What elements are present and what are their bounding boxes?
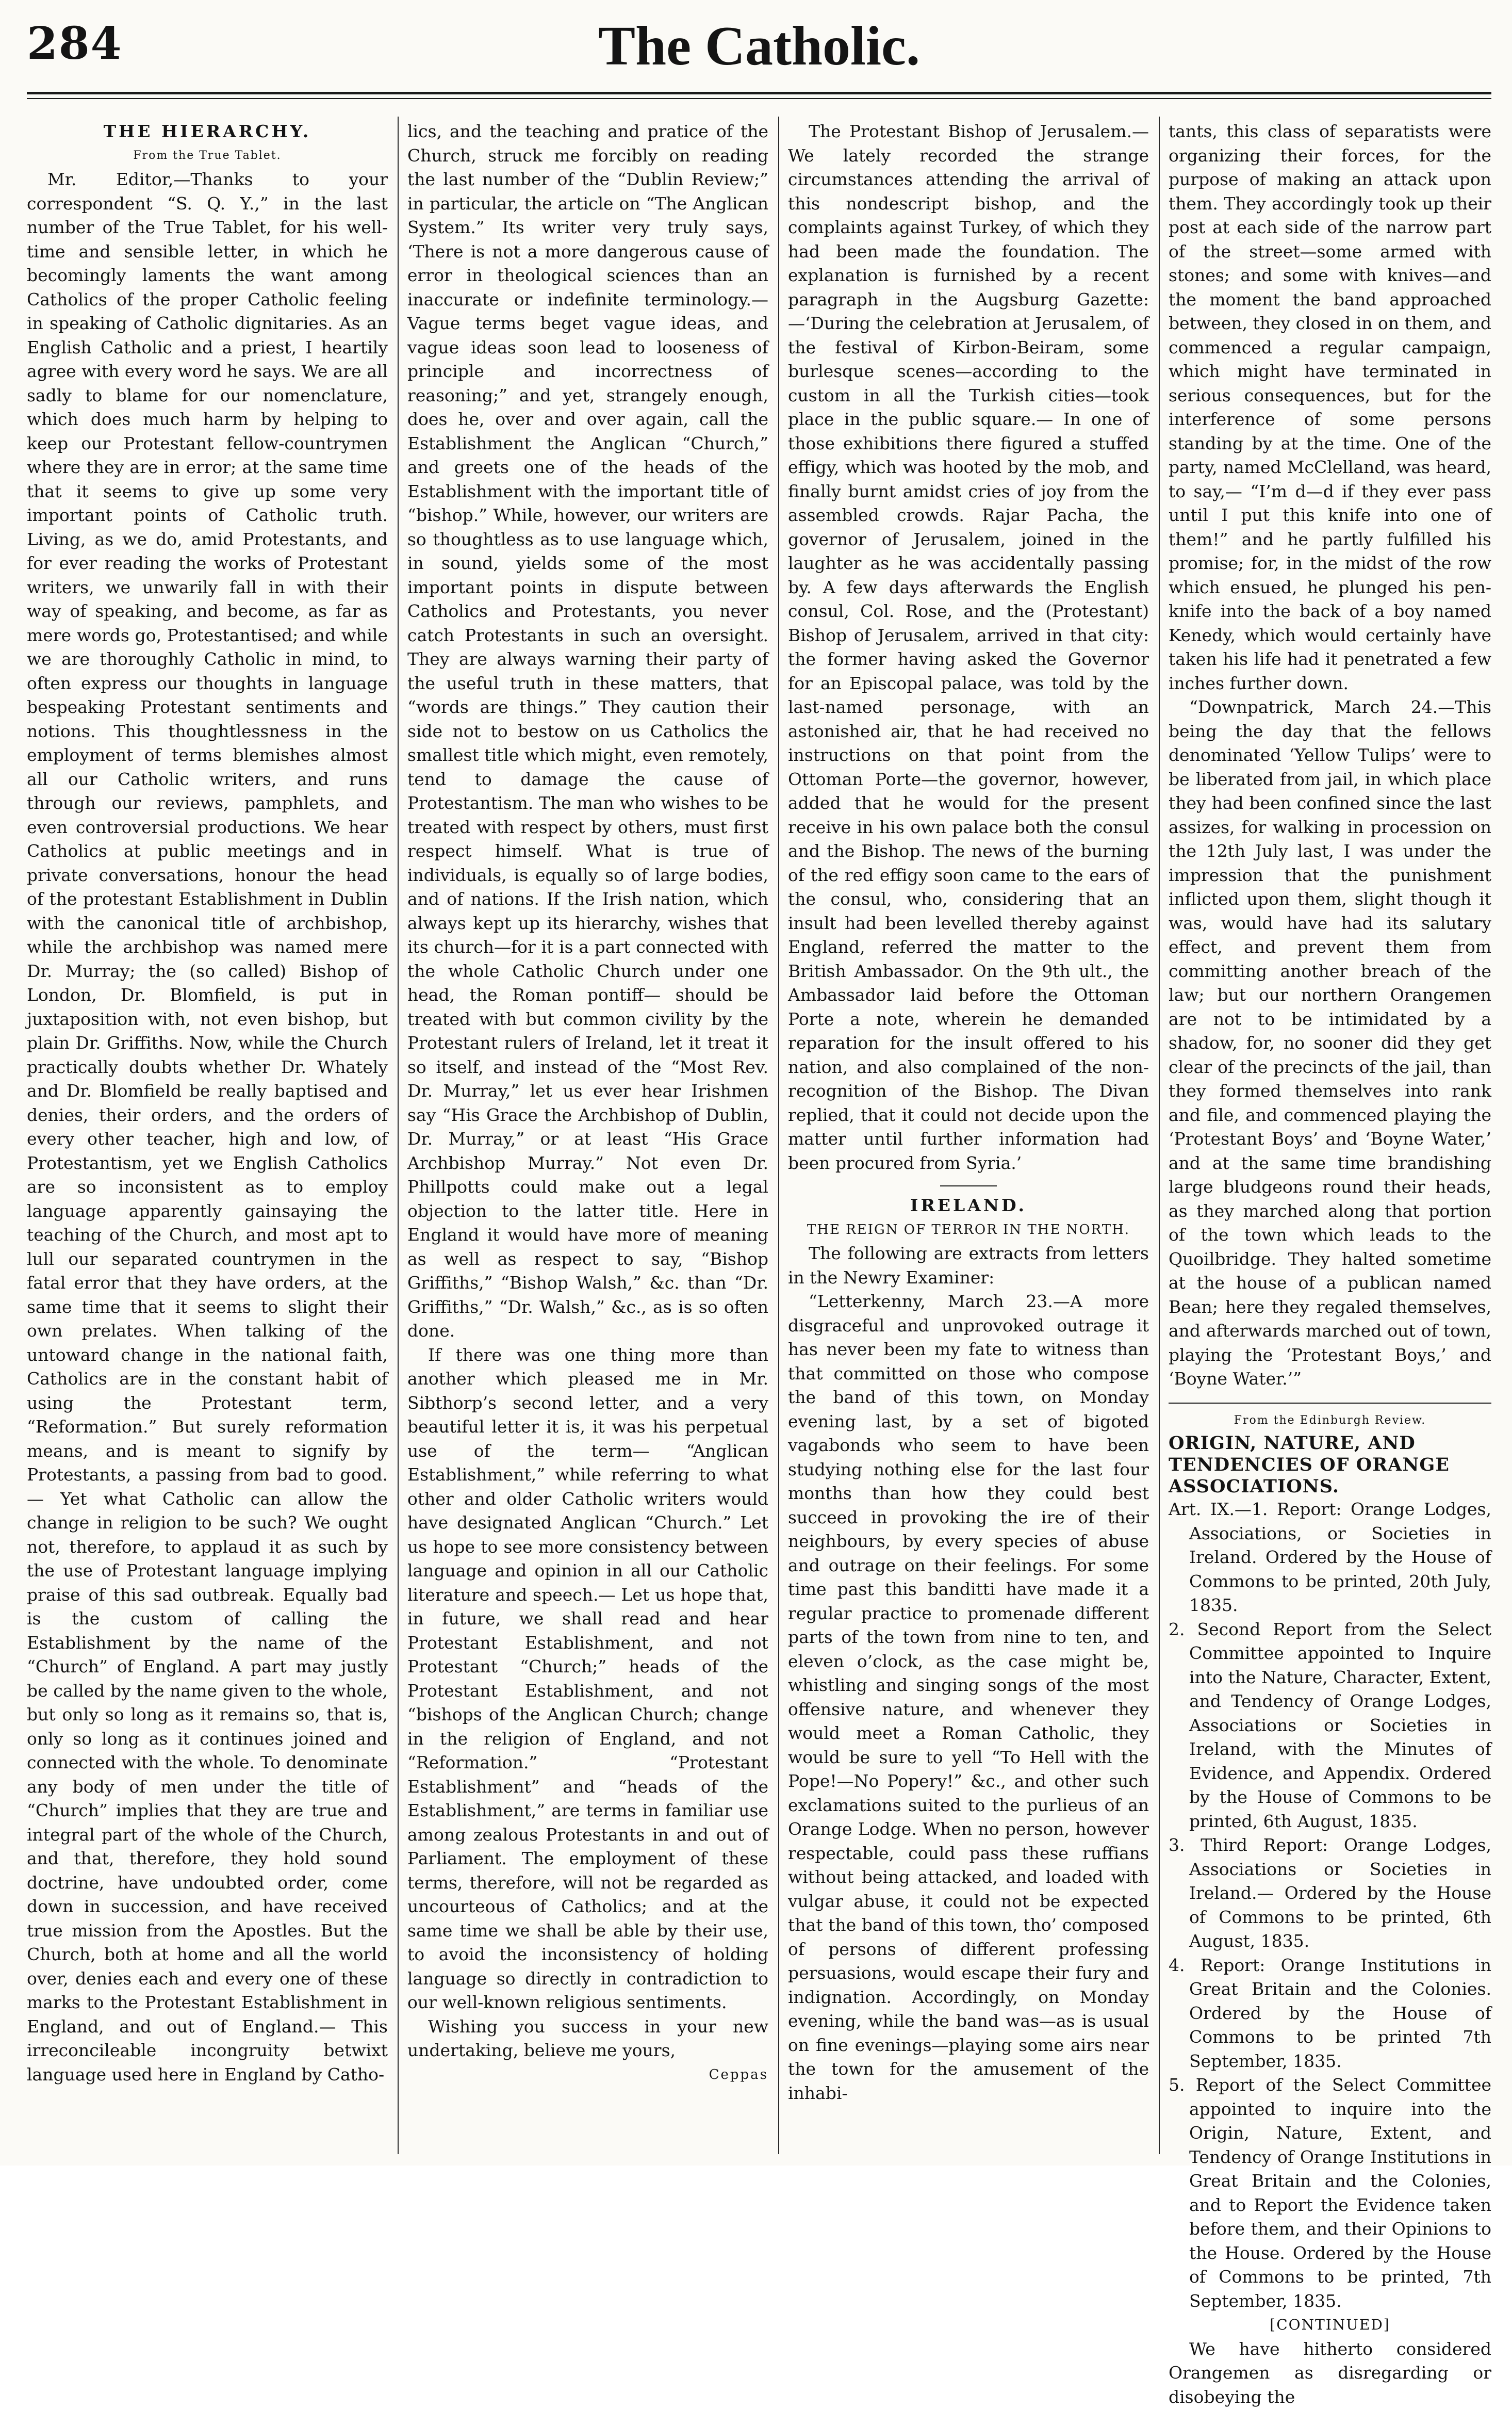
page-header xyxy=(27,14,1491,92)
header-rule-thick xyxy=(27,92,1491,94)
section-divider xyxy=(940,1185,997,1186)
column-divider xyxy=(778,117,779,2154)
report-list-item: Art. IX.—1. Report: Orange Lodges, Associations, or Societies in Ireland. Ordered by the House of Commons to be printed, 20th July, 1835. xyxy=(1169,1498,1491,1618)
article-paragraph: tants, this class of separatists were organizing their forces, for the purpose of making an attack upon them. They accordingly took up their post at each side of the narrow part of the street—some armed with stones; and some with knives—and the moment the band approached between, they closed in on them, and commenced a regular campaign, which might have terminated in serious consequences, but for the interference of some persons standing by at the time. One of the party, named McClelland, was heard, to say,— “I’m d—d if they ever pass until I put this knife into one of them!” and he partly fulfilled his promise; for, in the midst of the row which ensued, he plunged his pen-knife into the back of a boy named Kenedy, which would certainly have taken his life had it penetrated a few inches further down. xyxy=(1169,120,1491,695)
continued-marker: [CONTINUED] xyxy=(1169,2313,1491,2337)
article-paragraph: The following are extracts from letters in the Newry Examiner: xyxy=(788,1242,1149,1290)
column-3 xyxy=(788,120,1149,2147)
article-paragraph: “Downpatrick, March 24.—This being the day that the fellows denominated ‘Yellow Tulips’ were to be liberated from jail, in which place they had been confined since the last assizes, for walking in procession on the 12th July last, I was under the impression that the punishment inflicted upon them, slight though it was, would have had its salutary effect, and prevent them from committing another breach of the law; but our northern Orangemen are not to be intimidated by a shadow, for, no sooner did they get clear of the precincts of the jail, than they formed themselves into rank and file, and commenced playing the ‘Protestant Boys’ and ‘Boyne Water,’ and at the same time brandishing large bludgeons round their heads, as they marched along that portion of the town which leads to the Quoilbridge. They halted sometime at the house of a publican named Bean; here they regaled themselves, and afterwards marched out of town, playing the ‘Protestant Boys,’ and ‘Boyne Water.’” xyxy=(1169,695,1491,1391)
article-paragraph: If there was one thing more than another which pleased me in Mr. Sibthorp’s second letter, and a very beautiful letter it is, it was his perpetual use of the term— “Anglican Establishment,” while referring to what other and older Catholic writers would have designated Anglican “Church.” Let us hope to see more consistency between language and opinion in all our Catholic literature and speech.— Let us hope that, in future, we shall read and hear Protestant Establishment, and not Protestant “Church;” heads of the Protestant Establishment, and not “bishops of the Anglican Church; change in the religion of England, and not “Reformation.” “Protestant Establishment” and “heads of the Establishment,” are terms in familiar use among zealous Protestants in and out of Parliament. The employment of these terms, therefore, will not be regarded as uncourteous of Catholics; and at the same time we shall be able by their use, to avoid the inconsistency of holding language so directly in contradiction to our well-known religious sentiments. xyxy=(407,1343,768,2015)
header-rule-thin xyxy=(27,98,1491,99)
article-source: From the Edinburgh Review. xyxy=(1169,1409,1491,1433)
article-paragraph: Wishing you success in your new undertaking, believe me yours, xyxy=(407,2015,768,2063)
article-paragraph: “Letterkenny, March 23.—A more disgraceful and unprovoked outrage it has never been my fate to witness than that committed on those who compose the band of this town, on Monday evening last, by a set of bigoted vagabonds who seem to have been studying nothing else for the last four months than how they could best succeed in provoking the ire of their neighbours, by every species of abuse and outrage on their feelings. For some time past this banditti have made it a regular practice to promenade different parts of the town from nine to ten, and eleven o’clock, as the case might be, whistling and singing songs of the most offensive nature, and whenever they would meet a Roman Catholic, they would be sure to yell “To Hell with the Pope!—No Popery!” &c., and other such exclamations suited to the purlieus of an Orange Lodge. When no person, however respectable, could pass these ruffians without being attacked, and loaded with vulgar abuse, it could not be expected that the band of this town, tho’ composed of persons of different professing persuasions, would escape their fury and indignation. Accordingly, on Monday evening, while the band was—as is usual on fine evenings—playing some airs near the town for the amusement of the inhabi- xyxy=(788,1290,1149,2105)
report-list-item: 3. Third Report: Orange Lodges, Associations or Societies in Ireland.— Ordered by the House of Commons to be printed, 6th August, 1835. xyxy=(1169,1833,1491,1954)
article-heading: THE HIERARCHY. xyxy=(27,120,388,144)
article-paragraph: Mr. Editor,—Thanks to your correspondent “S. Q. Y.,” in the last number of the True Tablet, for his well-time and sensible letter, in which he becomingly laments the want among Catholics of the proper Catholic feeling in speaking of Catholic dignitaries. As an English Catholic and a priest, I heartily agree with every word he says. We are all sadly to blame for our nomenclature, which does much harm by helping to keep our Protestant fellow-countrymen where they are in error; at the same time that it seems to give up some very important points of Catholic truth. Living, as we do, amid Protestants, and for ever reading the works of Protestant writers, we unwarily fall in with their way of speaking, and become, as far as mere words go, Protestantised; and while we are thoroughly Catholic in mind, to often express our thoughts in language bespeaking Protestant sentiments and notions. This thoughtlessness in the employment of terms blemishes almost all our Catholic writers, and runs through our reviews, pamphlets, and even controversial productions. We hear Catholics at public meetings and in private conversations, honour the head of the protestant Establishment in Dublin with the canonical title of archbishop, while the archbishop was named mere Dr. Murray; the (so called) Bishop of London, Dr. Blomfield, is put in juxtaposition with, not even bishop, but plain Dr. Griffiths. Now, while the Church practically doubts whether Dr. Whately and Dr. Blomfield be really baptised and denies, their orders, and the orders of every other teacher, high and low, of Protestantism, yet we English Catholics are so inconsistent as to employ language apparently gainsaying the teaching of the Church, and most apt to lull our separated countrymen in the fatal error that they have orders, at the same time that it seems to slight their own prelates. When talking of the untoward change in the national faith, Catholics are in the constant habit of using the Protestant term, “Reformation.” But surely reformation means, and is meant to signify by Protestants, a passing from bad to good.— Yet what Catholic can allow the change in religion to be such? We ought not, therefore, to applaud it as such by the use of Protestant language implying praise of this sad outbreak. Equally bad is the custom of calling the Establishment by the name of the “Church” of England. A part may justly be called by the name given to the whole, but only so long as it remains so, that is, only so long as it continues joined and connected with the whole. To denominate any body of men under the title of “Church” implies that they are true and integral part of the whole of the Church, and that, therefore, they hold sound doctrine, have undoubted order, come down in succession, and have received true mission from the Apostles. But the Church, both at home and all the world over, denies each and every one of these marks to the Protestant Establishment in England, and out of England.— This irreconcileable incongruity betwixt language used here in England by Catho- xyxy=(27,168,388,2087)
report-list-item: 5. Report of the Select Committee appointed to inquire into the Origin, Nature, Extent, and Tendency of Orange Institutions in Great Britain and the Colonies, and to Report the Evidence taken before them, and their Opinions to the House. Ordered by the House of Commons to be printed, 7th September, 1835. xyxy=(1169,2073,1491,2313)
report-list-item: 4. Report: Orange Institutions in Great Britain and the Colonies. Ordered by the House of Commons to be printed 7th September, 1835. xyxy=(1169,1954,1491,2074)
column-divider xyxy=(1159,117,1160,2154)
column-4 xyxy=(1169,120,1491,2147)
article-heading: ORIGIN, NATURE, AND TENDENCIES OF ORANGE ASSOCIATIONS. xyxy=(1169,1433,1491,1498)
masthead-title: The Catholic. xyxy=(27,14,1491,78)
column-divider xyxy=(398,117,399,2154)
article-source: From the True Tablet. xyxy=(27,144,388,168)
report-list-item: 2. Second Report from the Select Committee appointed to Inquire into the Nature, Character, Extent, and Tendency of Orange Lodges, Associations or Societies in Ireland, with the Minutes of Evidence, and Appendix. Ordered by the House of Commons to be printed, 6th August, 1835. xyxy=(1169,1618,1491,1834)
section-heading: IRELAND. xyxy=(788,1194,1149,1218)
section-divider xyxy=(1169,1403,1491,1404)
column-2 xyxy=(407,120,768,2147)
article-paragraph: We have hitherto considered Orangemen as disregarding or disobeying the xyxy=(1169,2337,1491,2409)
article-paragraph: lics, and the teaching and pratice of the Church, struck me forcibly on reading the last number of the “Dublin Review;” in particular, the article on “The Anglican System.” Its writer very truly says, ‘There is not a more dangerous cause of error in theological sciences than an inaccurate or indefinite terminology.— Vague terms beget vague ideas, and vague ideas soon lead to looseness of principle and incorrectness of reasoning;” and yet, strangely enough, does he, over and over again, call the Establishment the Anglican “Church,” and greets one of the heads of the Establishment with the important title of “bishop.” While, however, our writers are so thoughtless as to use language which, in sound, yields some of the most important points in dispute between Catholics and Protestants, you never catch Protestants in such an oversight. They are always warning their party of the useful truth in these matters, that “words are things.” They caution their side not to bestow on us Catholics the smallest title which might, even remotely, tend to damage the cause of Protestantism. The man who wishes to be treated with respect by others, must first respect himself. What is true of individuals, is equally so of large bodies, and of nations. If the Irish nation, which always kept up its hierarchy, wishes that its church—for it is a part connected with the whole Catholic Church under one head, the Roman pontiff— should be treated with but common civility by the Protestant rulers of Ireland, let it treat it so itself, and instead of the “Most Rev. Dr. Murray,” let us ever hear Irishmen say “His Grace the Archbishop of Dublin, Dr. Murray,” or at least “His Grace Archbishop Murray.” Not even Dr. Phillpotts could make out a legal objection to the latter title. Here in England it would have more of meaning as well as respect to say, “Bishop Griffiths,” “Bishop Walsh,” &c. than “Dr. Griffiths,” “Dr. Walsh,” &c., as is so often done. xyxy=(407,120,768,1343)
article-paragraph: The Protestant Bishop of Jerusalem.—We lately recorded the strange circumstances attending the arrival of this nondescript bishop, and the complaints against Turkey, of which they had been made the foundation. The explanation is furnished by a recent paragraph in the Augsburg Gazette:—‘During the celebration at Jerusalem, of the festival of Kirbon-Beiram, some burlesque scenes—according to the custom in all the Turkish cities—took place in the public square.— In one of those exhibitions there figured a stuffed effigy, which was hooted by the mob, and finally burnt amidst cries of joy from the assembled crowds. Rajar Pacha, the governor of Jerusalem, joined in the laughter as he was accidentally passing by. A few days afterwards the English consul, Col. Rose, and the (Protestant) Bishop of Jerusalem, arrived in that city: the former having asked the Governor for an Episcopal palace, was told by the last-named personage, with an astonished air, that he had received no instructions on that point from the Ottoman Porte—the governor, however, added that he would for the present receive in his own palace both the consul and the Bishop. The news of the burning of the red effigy soon came to the ears of the consul, who, considering that an insult had been levelled thereby against England, referred the matter to the British Ambassador. On the 9th ult., the Ambassador laid before the Ottoman Porte a note, wherein he demanded reparation for the insult offered to his nation, and also complained of the non-recognition of the Bishop. The Divan replied, that it could not decide upon the matter until further information had been procured from Syria.’ xyxy=(788,120,1149,1175)
page-number: 284 xyxy=(27,18,123,70)
article-signature: Ceppas xyxy=(407,2063,768,2087)
column-1 xyxy=(27,120,388,2147)
section-subheading: THE REIGN OF TERROR IN THE NORTH. xyxy=(788,1218,1149,1242)
